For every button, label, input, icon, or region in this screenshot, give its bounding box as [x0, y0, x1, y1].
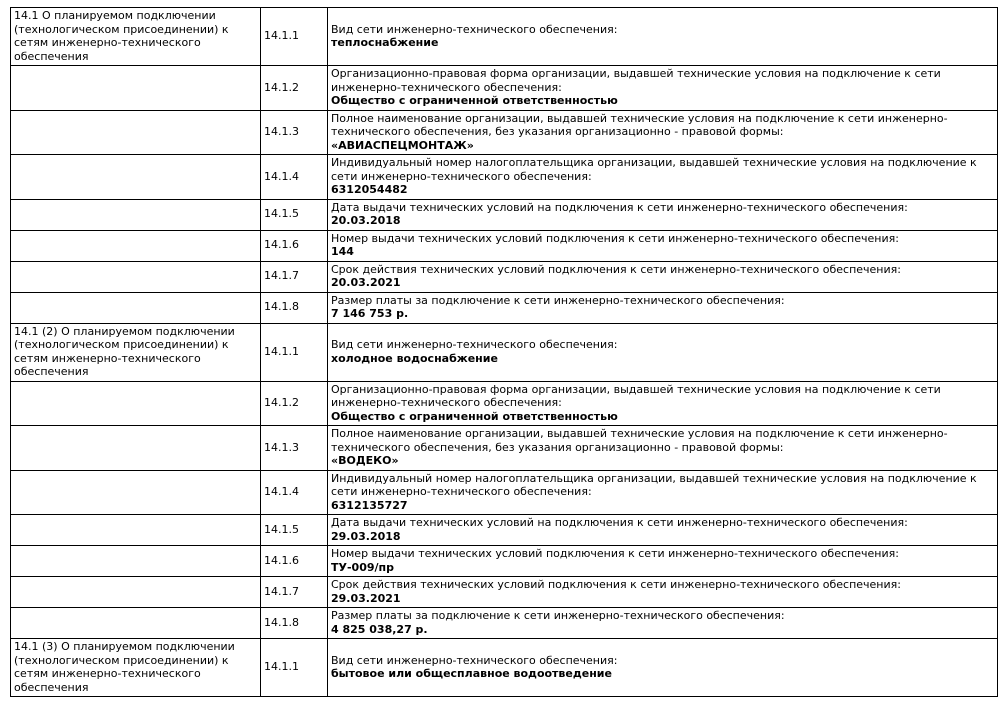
row-number-cell: 14.1.5: [261, 199, 328, 230]
section-title-cell: [11, 323, 261, 381]
field-label: Вид сети инженерно-технического обеспечения:: [331, 338, 618, 351]
field-label: Дата выдачи технических условий на подключения к сети инженерно-технического обеспечения:: [331, 516, 908, 529]
section-title-cell: [11, 608, 261, 639]
field-label: Индивидуальный номер налогоплательщика организации, выдавшей технические условия на подключение к сети инженерно-технического обеспечения:: [331, 471, 977, 498]
field-value: холодное водоснабжение: [331, 351, 498, 365]
section-title-cell: [11, 110, 261, 155]
field-value: 20.03.2021: [331, 276, 401, 289]
field-value: 6312135727: [331, 498, 408, 512]
section-title-cell: [11, 577, 261, 608]
field-label: Номер выдачи технических условий подключения к сети инженерно-технического обеспечения:: [331, 547, 899, 560]
section-title-cell: [11, 546, 261, 577]
field-label: Срок действия технических условий подключения к сети инженерно-технического обеспечения:: [331, 262, 901, 276]
section-title-cell: [11, 426, 261, 471]
table-row: [11, 292, 998, 323]
section-title-cell: [11, 155, 261, 200]
row-number-cell: 14.1.4: [261, 155, 328, 200]
field-value: 6312054482: [331, 183, 408, 196]
row-number-cell: 14.1.3: [261, 110, 328, 155]
field-value: бытовое или общесплавное водоотведение: [331, 667, 612, 680]
section-title-cell: [11, 230, 261, 261]
field-label: Срок действия технических условий подключения к сети инженерно-технического обеспечения:: [331, 578, 901, 591]
section-title-cell: [11, 66, 261, 111]
row-number-cell: 14.1.7: [261, 261, 328, 292]
field-label: Номер выдачи технических условий подключения к сети инженерно-технического обеспечения:: [331, 231, 899, 245]
section-title-cell: [11, 292, 261, 323]
section-title-cell: [11, 381, 261, 426]
row-number-cell: 14.1.7: [261, 577, 328, 608]
field-value: 7 146 753 р.: [331, 307, 409, 320]
table-row: [11, 199, 998, 230]
row-number-cell: 14.1.6: [261, 230, 328, 261]
table-row: [11, 381, 998, 426]
field-label: Дата выдачи технических условий на подключения к сети инженерно-технического обеспечения:: [331, 200, 908, 214]
field-label: Индивидуальный номер налогоплательщика организации, выдавшей технические условия на подключение к сети инженерно-технического обеспечения:: [331, 156, 977, 183]
table-row: [11, 608, 998, 639]
row-content-cell: [328, 515, 998, 546]
field-label: Организационно-правовая форма организации, выдавшей технические условия на подключение к сети инженерно-технического обеспечения:: [331, 382, 941, 409]
row-number-cell: 14.1.1: [261, 8, 328, 66]
row-number-cell: 14.1.3: [261, 426, 328, 471]
field-label: Вид сети инженерно-технического обеспечения:: [331, 653, 618, 667]
row-content-cell: [328, 577, 998, 608]
table-row: [11, 639, 998, 697]
table-row: [11, 546, 998, 577]
table-body: [11, 8, 998, 697]
section-title-cell: [11, 515, 261, 546]
field-value: «ВОДЕКО»: [331, 454, 399, 467]
table-row: [11, 470, 998, 515]
field-value: теплоснабжение: [331, 36, 439, 49]
table-row: [11, 66, 998, 111]
field-value: Общество с ограниченной ответственностью: [331, 409, 618, 423]
table-row: [11, 8, 998, 66]
row-number-cell: 14.1.6: [261, 546, 328, 577]
field-value: 4 825 038,27 р.: [331, 622, 428, 636]
section-title: 14.1 (2) О планируемом подключении (технологическом присоединении) к сетям инженерно-технического обеспечения: [14, 324, 235, 378]
row-number-cell: 14.1.2: [261, 66, 328, 111]
section-title-cell: [11, 261, 261, 292]
table-row: [11, 155, 998, 200]
row-content-cell: [328, 546, 998, 577]
field-value: 29.03.2018: [331, 529, 401, 543]
row-content-cell: [328, 426, 998, 471]
field-value: «АВИАСПЕЦМОНТАЖ»: [331, 138, 474, 152]
field-value: Общество с ограниченной ответственностью: [331, 94, 618, 107]
row-content-cell: [328, 323, 998, 381]
section-title-cell: [11, 199, 261, 230]
table-row: [11, 261, 998, 292]
row-number-cell: 14.1.5: [261, 515, 328, 546]
table-row: [11, 230, 998, 261]
table-row: [11, 515, 998, 546]
row-content-cell: [328, 199, 998, 230]
field-value: 144: [331, 245, 354, 258]
row-content-cell: [328, 608, 998, 639]
row-number-cell: 14.1.4: [261, 470, 328, 515]
field-label: Размер платы за подключение к сети инженерно-технического обеспечения:: [331, 293, 785, 307]
field-label: Полное наименование организации, выдавшей технические условия на подключение к сети инженерно-технического обеспечения, без указания организационно - правовой формы:: [331, 427, 948, 454]
row-content-cell: [328, 155, 998, 200]
section-title: 14.1 О планируемом подключении (технологическом присоединении) к сетям инженерно-технического обеспечения: [14, 9, 229, 63]
table-row: [11, 323, 998, 381]
section-title-cell: [11, 470, 261, 515]
field-label: Полное наименование организации, выдавшей технические условия на подключение к сети инженерно-технического обеспечения, без указания организационно - правовой формы:: [331, 111, 948, 138]
utilities-connection-table: [10, 7, 998, 697]
row-number-cell: 14.1.8: [261, 292, 328, 323]
row-number-cell: 14.1.1: [261, 323, 328, 381]
table-row: [11, 577, 998, 608]
row-content-cell: [328, 470, 998, 515]
row-content-cell: [328, 110, 998, 155]
field-label: Размер платы за подключение к сети инженерно-технического обеспечения:: [331, 609, 785, 622]
row-content-cell: [328, 230, 998, 261]
row-number-cell: 14.1.1: [261, 639, 328, 697]
section-title-cell: [11, 8, 261, 66]
field-label: Организационно-правовая форма организации, выдавшей технические условия на подключение к сети инженерно-технического обеспечения:: [331, 67, 941, 94]
section-title-cell: [11, 639, 261, 697]
row-content-cell: [328, 261, 998, 292]
table-row: [11, 110, 998, 155]
row-content-cell: [328, 66, 998, 111]
row-content-cell: [328, 381, 998, 426]
field-label: Вид сети инженерно-технического обеспечения:: [331, 22, 618, 36]
row-number-cell: 14.1.8: [261, 608, 328, 639]
row-number-cell: 14.1.2: [261, 381, 328, 426]
field-value: ТУ-009/пр: [331, 560, 395, 574]
section-title: 14.1 (3) О планируемом подключении (технологическом присоединении) к сетям инженерно-технического обеспечения: [14, 640, 235, 694]
row-content-cell: [328, 639, 998, 697]
row-content-cell: [328, 8, 998, 66]
field-value: 29.03.2021: [331, 591, 401, 605]
field-value: 20.03.2018: [331, 214, 401, 227]
table-row: [11, 426, 998, 471]
row-content-cell: [328, 292, 998, 323]
